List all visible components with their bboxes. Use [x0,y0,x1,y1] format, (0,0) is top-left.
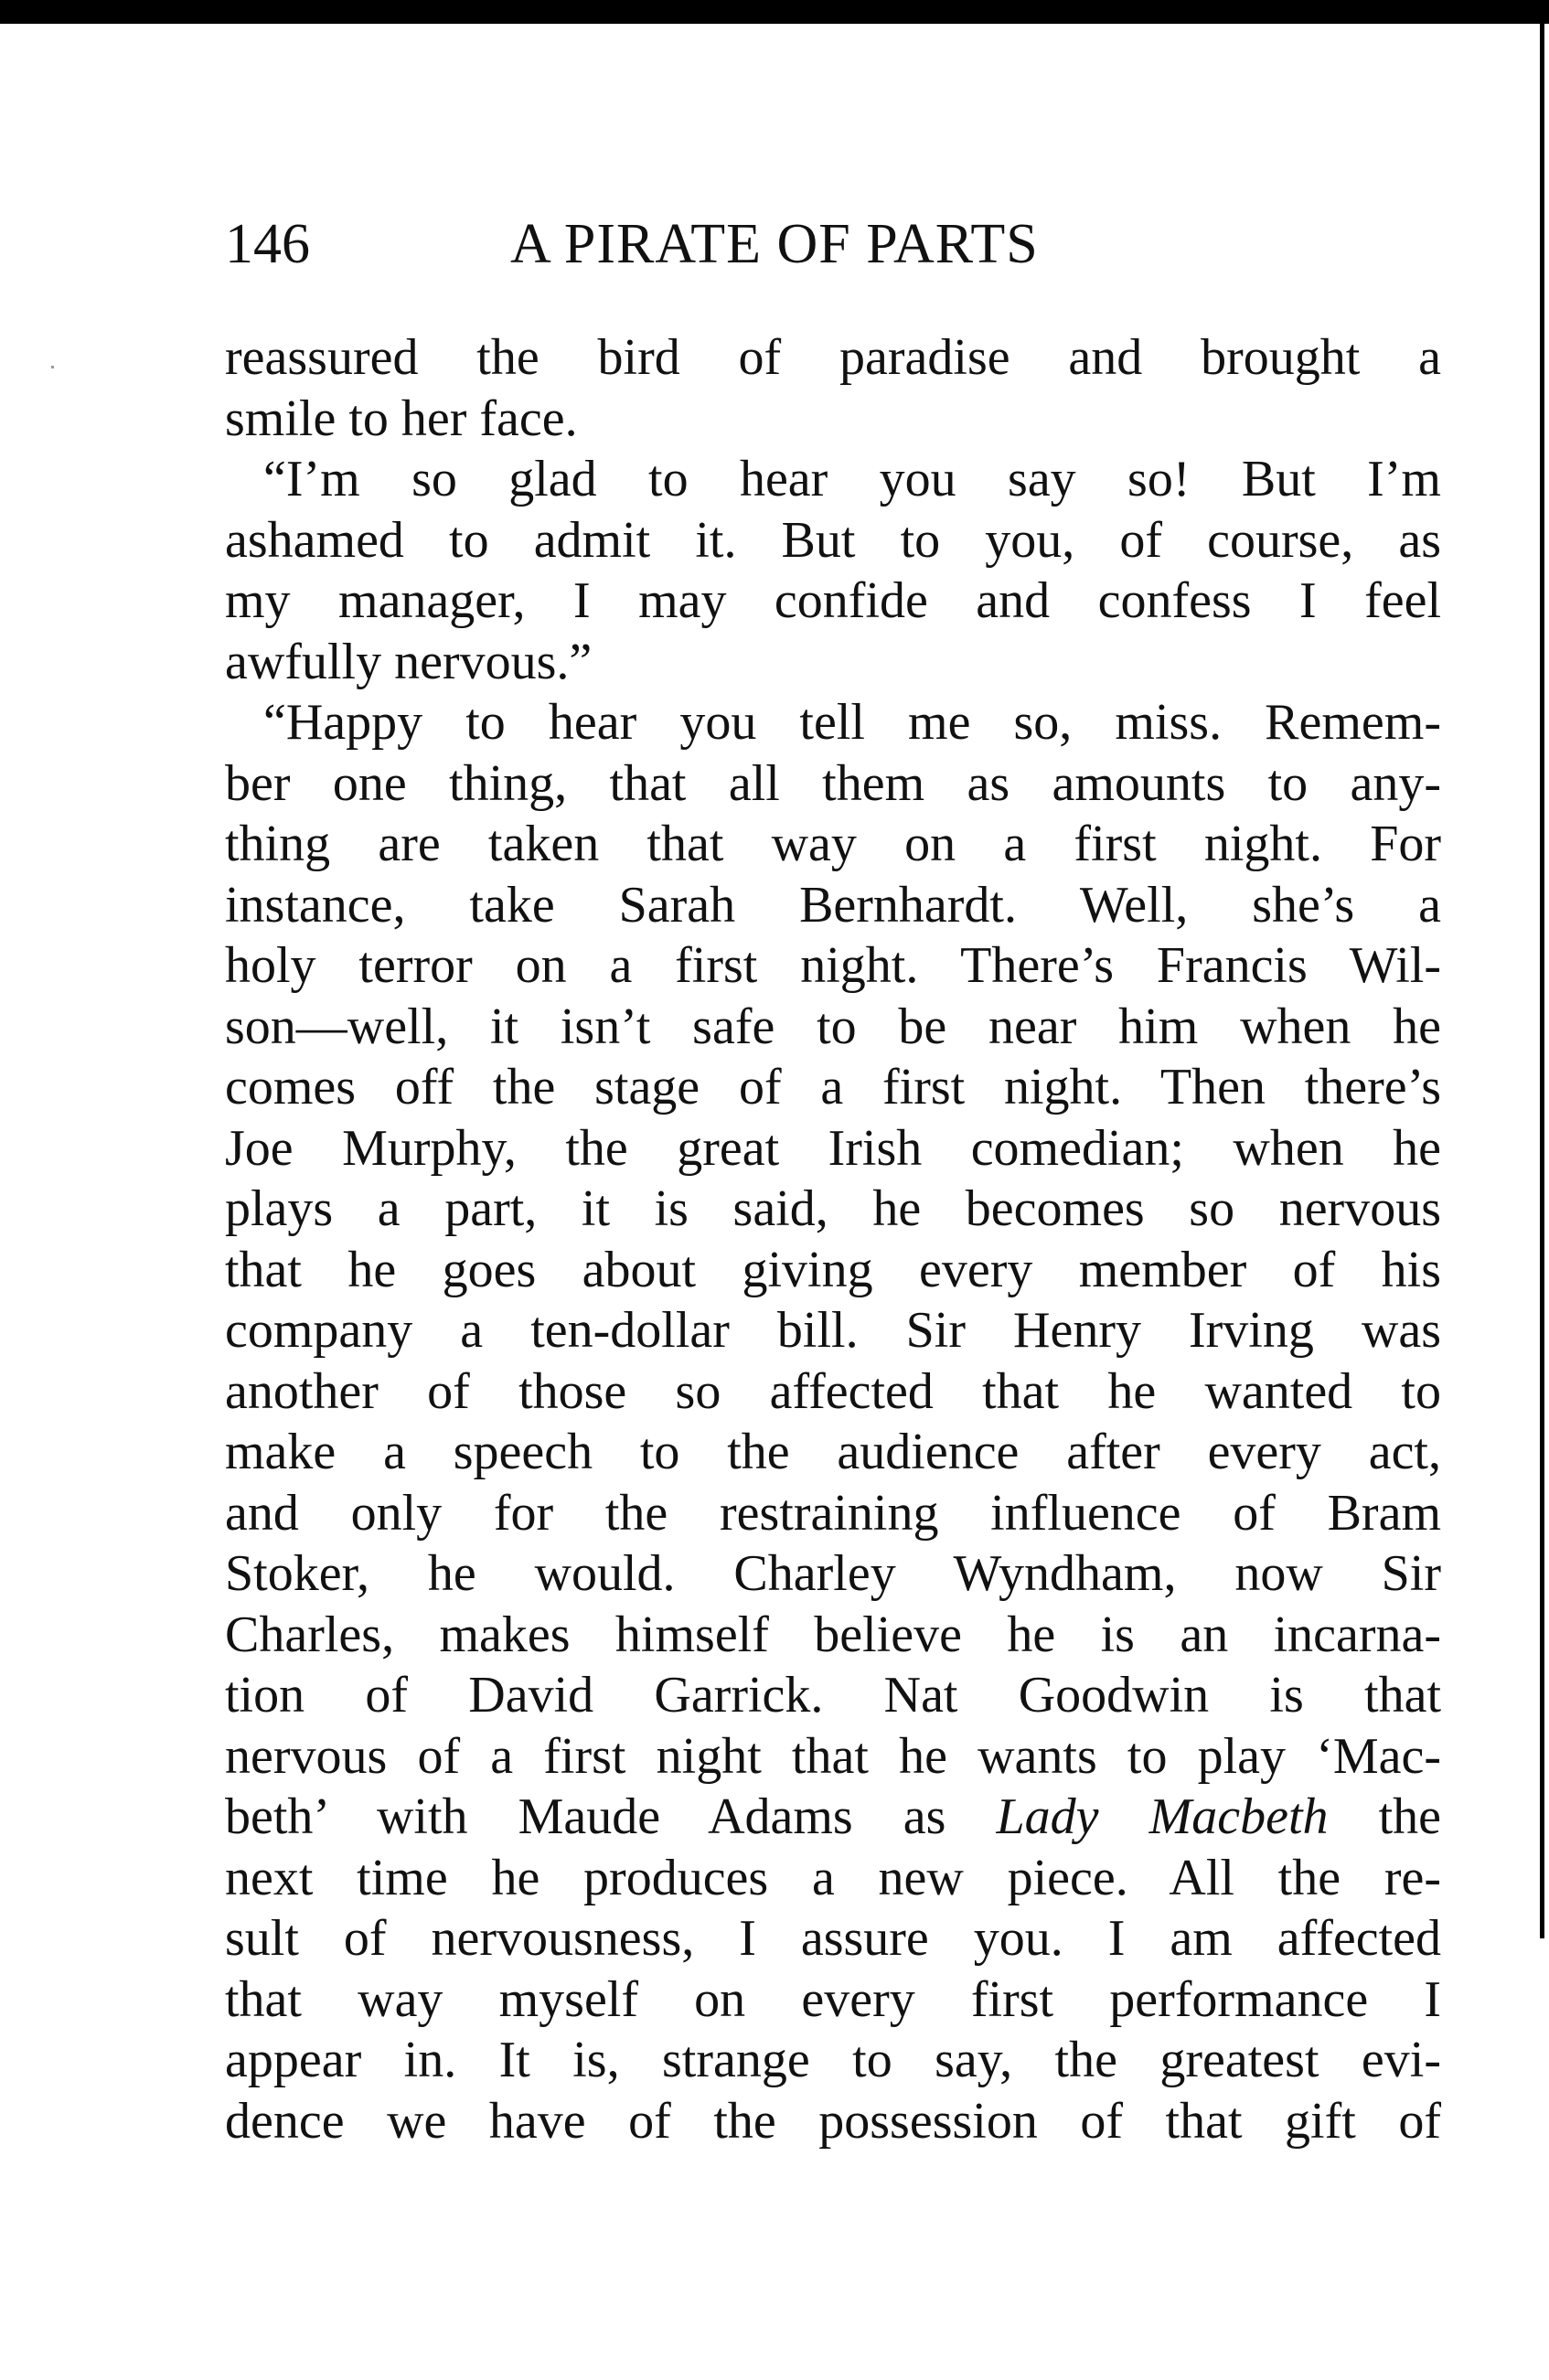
text-line: nervous of a first night that he wants to play ‘Mac- [225,1727,1441,1785]
text-run: beth’ with Maude Adams as [225,1788,997,1845]
text-line: thing are taken that way on a first night. For [225,816,1441,872]
top-border-rule [0,0,1549,24]
italic-role-name: Lady Macbeth [996,1788,1329,1845]
text-line: next time he produces a new piece. All the re- [225,1849,1441,1906]
text-line: “I’m so glad to hear you say so! But I’m [263,451,1441,507]
scan-speck [51,366,54,368]
text-line: and only for the restraining influence of Bram [225,1484,1441,1542]
text-run: the [1328,1788,1441,1845]
text-line: Stoker, he would. Charley Wyndham, now Sir [225,1545,1441,1602]
text-line: son—well, it isn’t safe to be near him when he [225,998,1441,1055]
text-line: appear in. It is, strange to say, the greatest evi- [225,2032,1441,2088]
text-line: instance, take Sarah Bernhardt. Well, she’s a [225,876,1441,934]
text-line: company a ten-dollar bill. Sir Henry Irving was [225,1302,1441,1359]
running-title: A PIRATE OF PARTS [510,213,1039,275]
right-margin-rule [1540,0,1544,1938]
text-line: “Happy to hear you tell me so, miss. Remem- [263,694,1441,751]
text-line: another of those so affected that he wanted to [225,1362,1441,1420]
text-line: reassured the bird of paradise and brought a [225,329,1441,386]
text-line: ashamed to admit it. But to you, of course, as [225,511,1441,569]
page-number: 146 [225,213,310,275]
text-line: awfully nervous.” [225,633,593,690]
text-line: my manager, I may confide and confess I feel [225,572,1441,629]
text-line: smile to her face. [225,390,578,447]
text-line: that he goes about giving every member of his [225,1241,1441,1298]
text-line: comes off the stage of a first night. Then there’s [225,1059,1441,1115]
text-line: that way myself on every first performance I [225,1970,1441,2028]
running-head [225,203,1441,285]
text-line: tion of David Garrick. Nat Goodwin is that [225,1667,1441,1724]
text-line: ber one thing, that all them as amounts to any- [225,754,1441,812]
text-line-with-italic [225,1787,1441,1848]
text-line: dence we have of the possession of that gift of [225,2092,1441,2150]
text-line: plays a part, it is said, he becomes so nervous [225,1180,1441,1237]
text-line: Joe Murphy, the great Irish comedian; when he [225,1119,1441,1177]
text-line: Charles, makes himself believe he is an incarna- [225,1606,1441,1663]
text-line: make a speech to the audience after every act, [225,1424,1441,1480]
text-line: sult of nervousness, I assure you. I am affected [225,1910,1441,1967]
body-text [225,327,1441,2151]
text-line: holy terror on a first night. There’s Francis Wil- [225,937,1441,994]
